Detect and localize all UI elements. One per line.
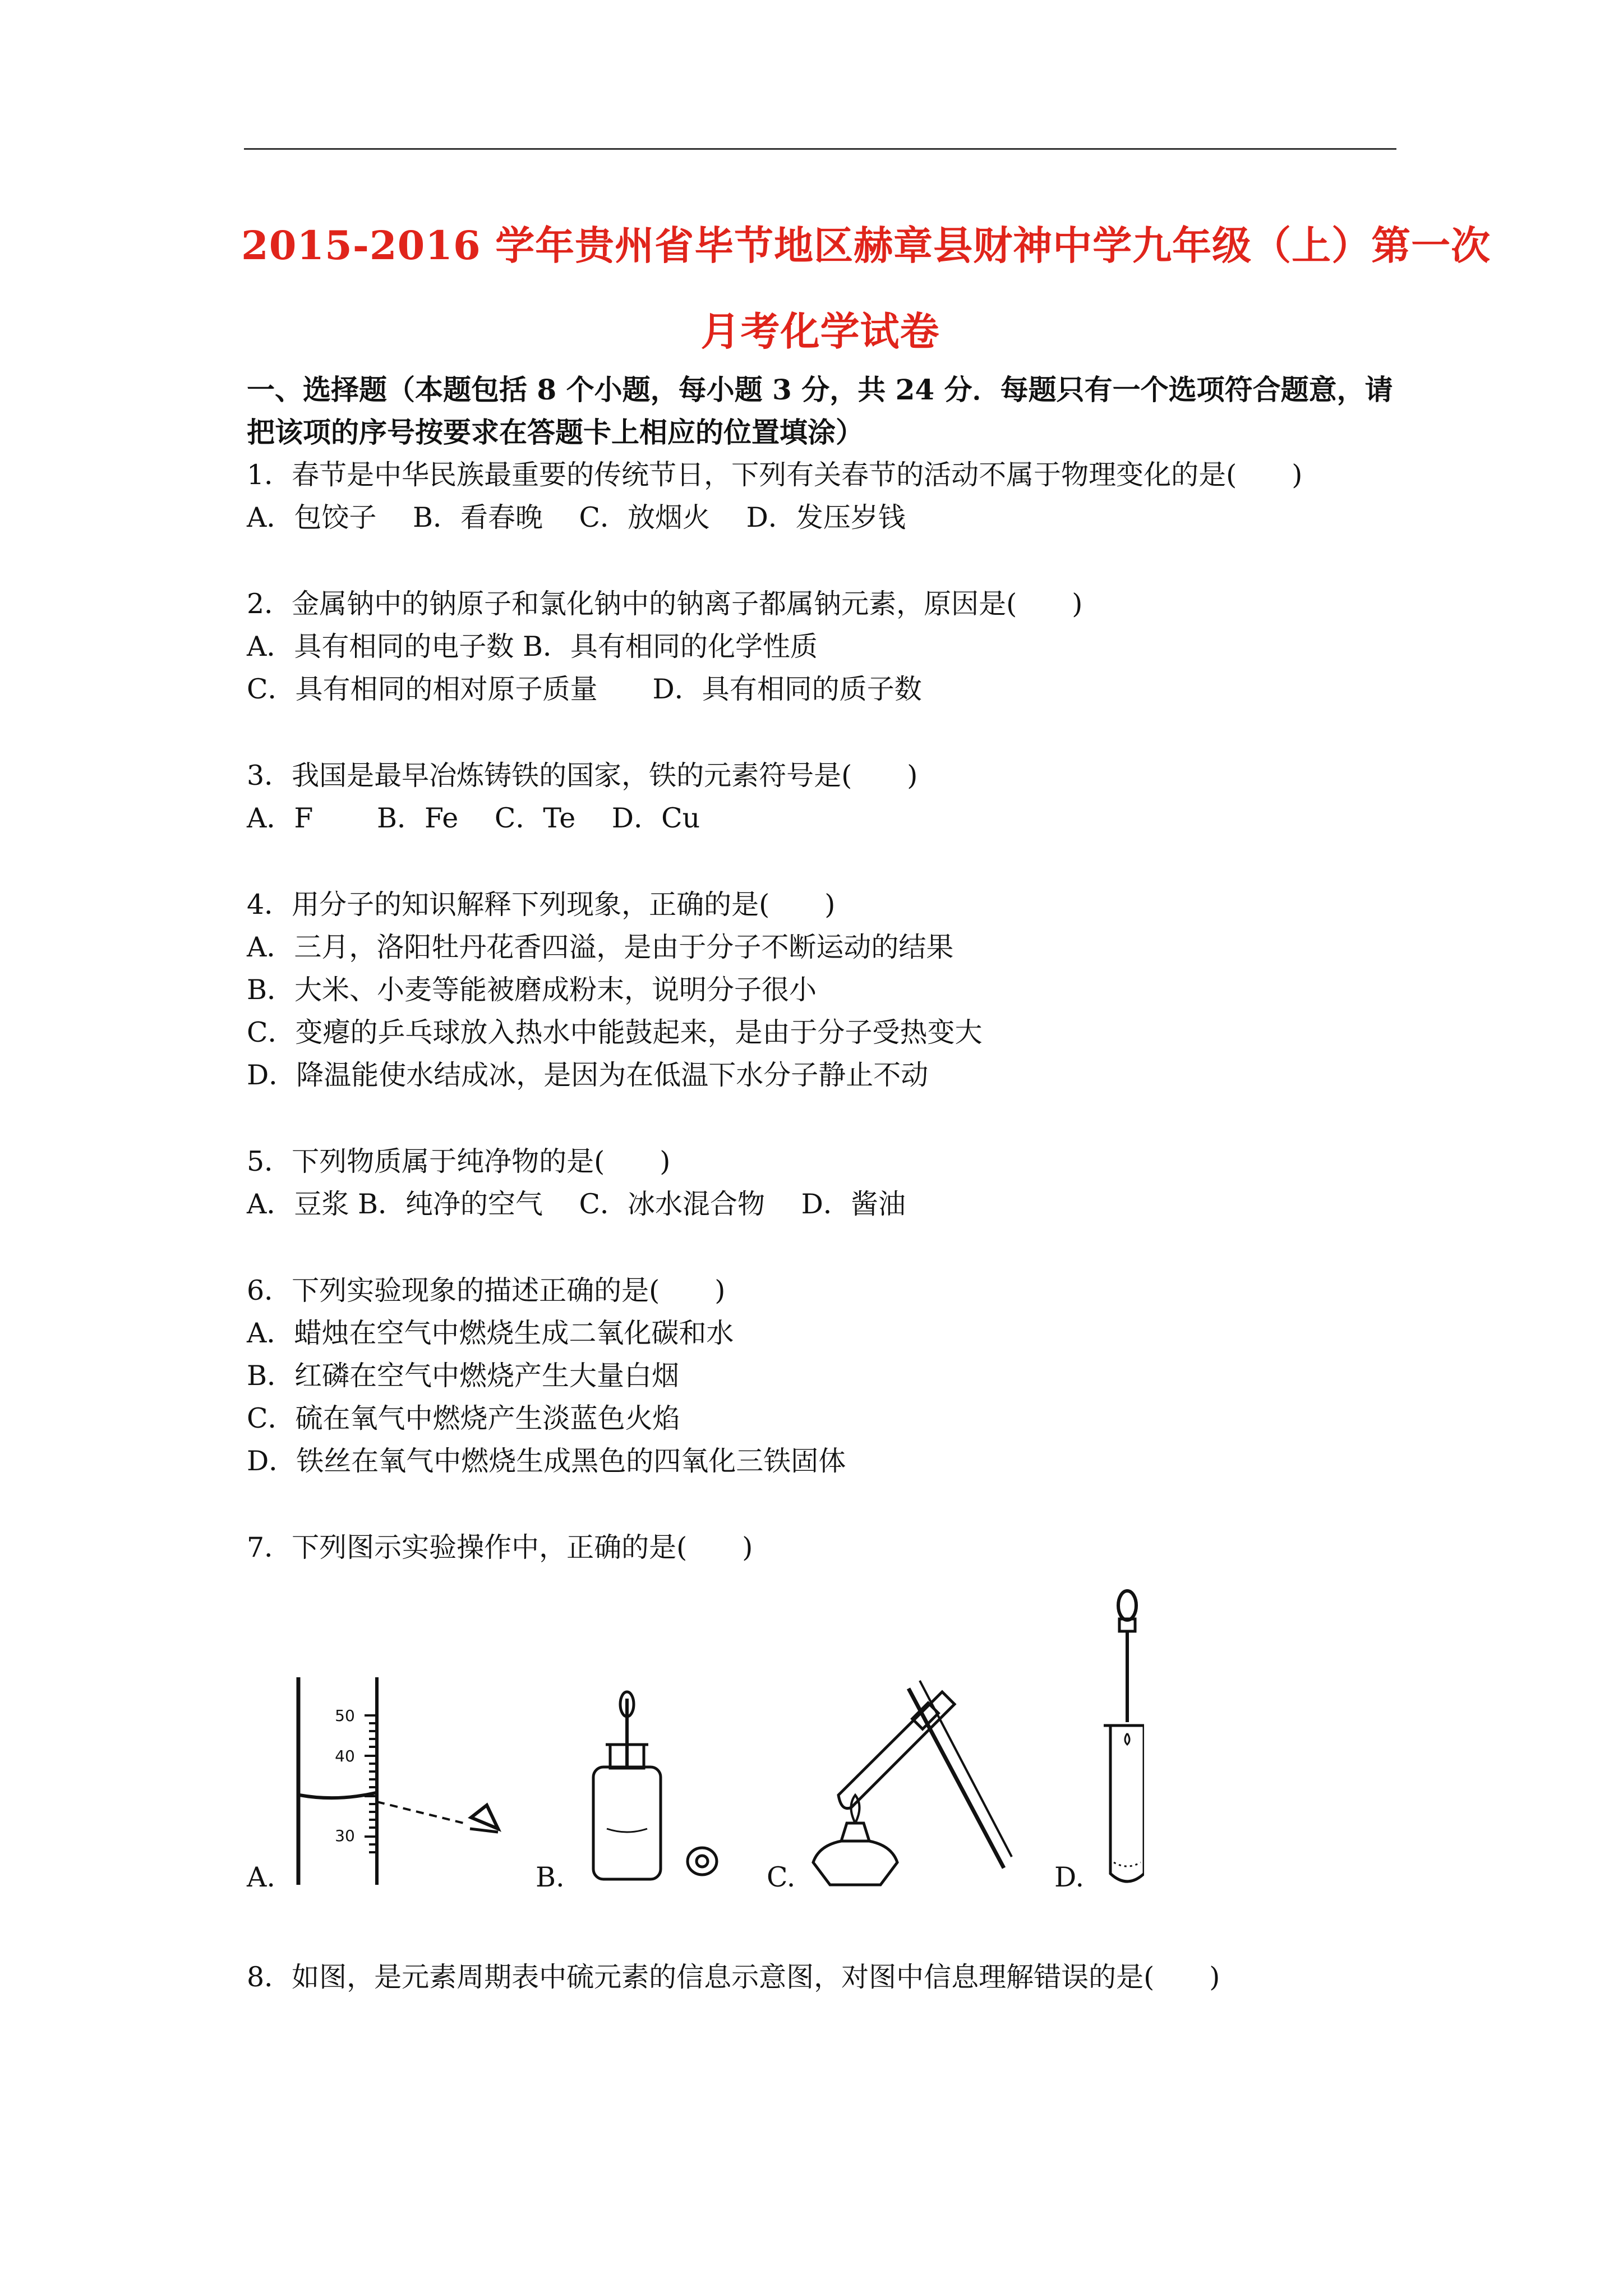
question-7-figures: [247, 1582, 1144, 1896]
question-4-stem: 4．用分子的知识解释下列现象，正确的是( ): [247, 889, 836, 921]
question-7-figure-label-a: A.: [247, 1861, 275, 1893]
question-2-option-cd: C．具有相同的相对原子质量 D．具有相同的质子数: [247, 673, 922, 705]
question-7-figure-label-c: C.: [767, 1861, 796, 1893]
question-2-option-ab: A．具有相同的电子数 B．具有相同的化学性质: [247, 631, 818, 662]
question-3-stem: 3．我国是最早冶炼铸铁的国家，铁的元素符号是( ): [247, 760, 918, 792]
question-6-option-b: B．红磷在空气中燃烧产生大量白烟: [247, 1360, 680, 1392]
question-6-stem: 6．下列实验现象的描述正确的是( ): [247, 1274, 726, 1306]
header-rule: [244, 148, 1396, 150]
question-8-stem: 8．如图，是元素周期表中硫元素的信息示意图，对图中信息理解错误的是( ): [247, 1961, 1220, 1993]
question-7-stem: 7．下列图示实验操作中，正确的是( ): [247, 1531, 753, 1563]
exam-title-line1: 2015-2016 学年贵州省毕节地区赫章县财神中学九年级（上）第一次: [241, 222, 1491, 269]
question-6-option-a: A．蜡烛在空气中燃烧生成二氧化碳和水: [247, 1317, 734, 1349]
question-4-option-d: D．降温能使水结成冰，是因为在低温下水分子静止不动: [247, 1059, 929, 1091]
question-4-option-b: B．大米、小麦等能被磨成粉末，说明分子很小: [247, 974, 817, 1006]
dropper-test-tube-figure: [1104, 1591, 1144, 1881]
cylinder-scale-30: 30: [335, 1826, 355, 1845]
question-6-option-d: D．铁丝在氧气中燃烧生成黑色的四氧化三铁固体: [247, 1445, 846, 1477]
question-3-options: A．F B．Fe C．Te D．Cu: [247, 802, 700, 834]
question-4-option-c: C．变瘪的乒乓球放入热水中能鼓起来，是由于分子受热变大: [247, 1016, 983, 1048]
exam-title-line2: 月考化学试卷: [700, 308, 940, 355]
section-heading-line1: 一、选择题（本题包括 8 个小题，每小题 3 分，共 24 分．每题只有一个选项符合题意，请: [247, 373, 1393, 406]
question-5-stem: 5．下列物质属于纯净物的是( ): [247, 1145, 671, 1177]
cylinder-scale-50: 50: [335, 1706, 355, 1725]
cylinder-scale-40: 40: [335, 1747, 355, 1765]
question-4-option-a: A．三月，洛阳牡丹花香四溢，是由于分子不断运动的结果: [247, 931, 954, 963]
question-7-figure-label-d: D.: [1054, 1861, 1085, 1893]
question-5-options: A．豆浆 B．纯净的空气 C．冰水混合物 D．酱油: [247, 1188, 906, 1220]
reagent-bottle-figure: [593, 1692, 717, 1879]
graduated-cylinder-figure: [298, 1677, 498, 1885]
question-2-stem: 2．金属钠中的钠原子和氯化钠中的钠离子都属钠元素，原因是( ): [247, 588, 1083, 620]
question-7-figure-label-b: B.: [536, 1861, 565, 1893]
heating-test-tube-figure: [813, 1681, 1012, 1885]
question-1-stem: 1．春节是中华民族最重要的传统节日，下列有关春节的活动不属于物理变化的是( ): [247, 459, 1303, 491]
question-1-options: A．包饺子 B．看春晚 C．放烟火 D．发压岁钱: [247, 501, 906, 533]
question-6-option-c: C．硫在氧气中燃烧产生淡蓝色火焰: [247, 1402, 680, 1434]
section-heading-line2: 把该项的序号按要求在答题卡上相应的位置填涂）: [247, 416, 864, 449]
